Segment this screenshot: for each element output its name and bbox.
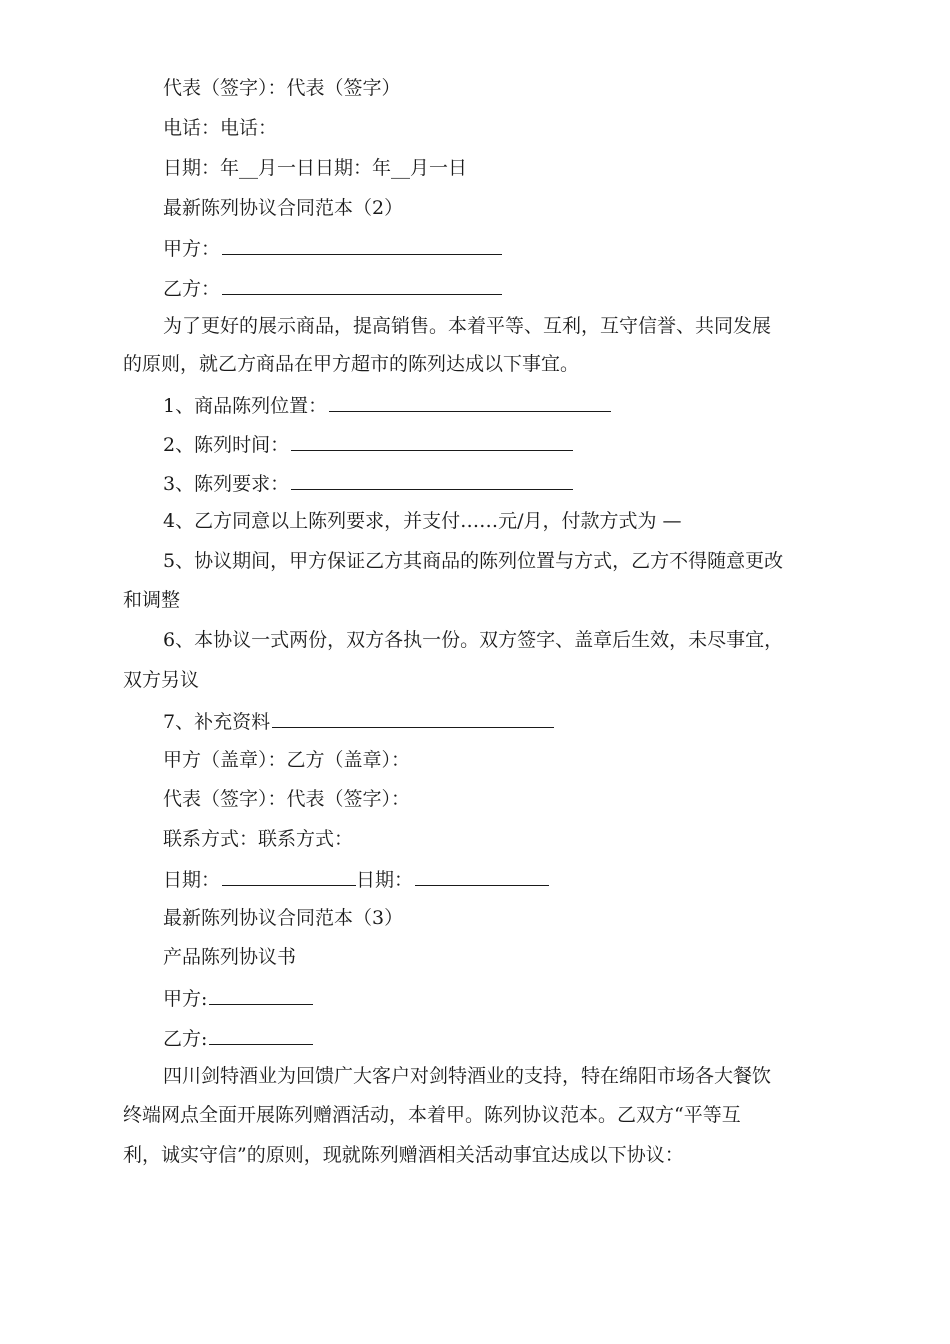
clause-2 <box>163 430 833 458</box>
party-b-label: 乙方： <box>163 278 221 300</box>
seal-line: 甲方（盖章）：乙方（盖章）： <box>163 749 411 771</box>
clause-1-label: 1、商品陈列位置： <box>163 395 328 417</box>
party-b-label-3: 乙方: <box>163 1028 208 1050</box>
party-b-blank <box>222 274 502 295</box>
clause-4: 4、乙方同意以上陈列要求，并支付……元/月，付款方式为 — <box>163 510 682 532</box>
clause-3-blank <box>291 469 573 490</box>
party-a-blank <box>222 234 502 255</box>
intro-paragraph-line-2: 的原则，就乙方商品在甲方超市的陈列达成以下事宜。 <box>123 353 580 375</box>
clause-1 <box>163 391 833 419</box>
clause-3 <box>163 469 833 497</box>
intro-paragraph-line-1: 为了更好的展示商品，提高销售。本着平等、互利，互守信誉、共同发展 <box>163 315 772 337</box>
clause-7-label: 7、补充资料 <box>163 711 271 733</box>
closing-paragraph-line-1: 四川剑特酒业为回馈广大客户对剑特酒业的支持，特在绵阳市场各大餐饮 <box>163 1065 772 1087</box>
phone-line: 电话：电话： <box>163 117 278 139</box>
clause-1-blank <box>329 391 611 412</box>
signature-line: 代表（签字）：代表（签字） <box>163 77 401 99</box>
clause-2-blank <box>291 430 573 451</box>
clause-6-line-1: 6、本协议一式两份，双方各执一份。双方签字、盖章后生效，未尽事宜， <box>163 629 784 651</box>
party-b-blank-3 <box>209 1024 313 1045</box>
agreement-title: 产品陈列协议书 <box>163 946 297 968</box>
party-a-label-3: 甲方: <box>163 988 208 1010</box>
date-blank-a <box>222 865 356 886</box>
clause-7-blank <box>272 707 554 728</box>
clause-2-label: 2、陈列时间： <box>163 434 290 456</box>
party-a-label: 甲方： <box>163 238 221 260</box>
representative-line: 代表（签字）：代表（签字）： <box>163 788 411 810</box>
party-b-line <box>163 274 833 302</box>
date-line: 日期：年__月一日日期：年__月一日 <box>163 157 468 179</box>
date-blanks-line <box>163 865 833 893</box>
clause-3-label: 3、陈列要求： <box>163 473 290 495</box>
clause-5-line-1: 5、协议期间，甲方保证乙方其商品的陈列位置与方式，乙方不得随意更改 <box>163 550 784 572</box>
party-a-line <box>163 234 833 262</box>
date-label-b: 日期： <box>356 869 414 891</box>
closing-paragraph-line-2: 终端网点全面开展陈列赠酒活动，本着甲。陈列协议范本。乙双方“平等互 <box>123 1104 741 1126</box>
closing-paragraph-line-3: 利，诚实守信”的原则，现就陈列赠酒相关活动事宜达成以下协议： <box>123 1144 684 1166</box>
date-blank-b <box>415 865 549 886</box>
party-a-blank-3 <box>209 984 313 1005</box>
clause-5-line-2: 和调整 <box>123 589 181 611</box>
party-a-line-3 <box>163 984 833 1012</box>
party-b-line-3 <box>163 1024 833 1052</box>
section-heading-2: 最新陈列协议合同范本（2） <box>163 197 404 219</box>
section-heading-3: 最新陈列协议合同范本（3） <box>163 907 404 929</box>
clause-6-line-2: 双方另议 <box>123 669 200 691</box>
contact-line: 联系方式：联系方式： <box>163 828 354 850</box>
date-label-a: 日期： <box>163 869 221 891</box>
clause-7 <box>163 707 833 735</box>
